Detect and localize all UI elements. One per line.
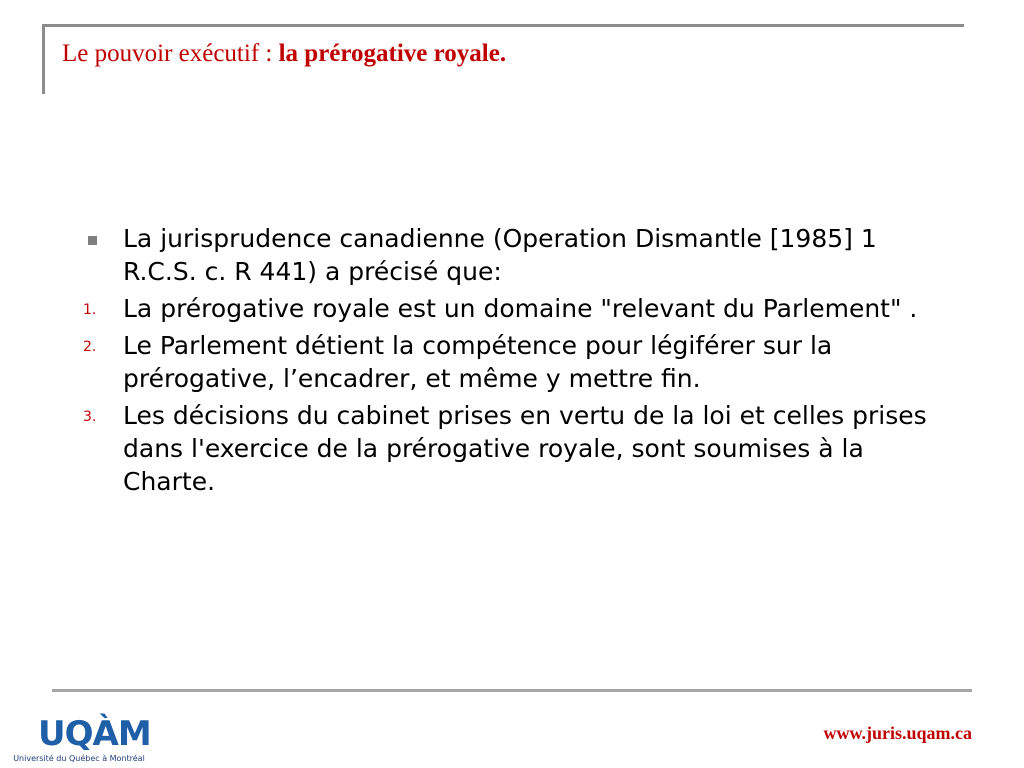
item-number-2: 2. (83, 339, 97, 355)
footer-divider (52, 689, 972, 692)
logo-subtitle: Université du Québec à Montréal (13, 754, 145, 763)
item-number-1: 1. (83, 302, 97, 318)
title-prefix: Le pouvoir exécutif : (62, 40, 279, 67)
numbered-item-2 (80, 329, 950, 395)
item-text-1: La prérogative royale est un domaine "relevant du Parlement" . (123, 294, 918, 323)
intro-text: La jurisprudence canadienne (Operation Dismantle [1985] 1 R.C.S. c. R 441) a précisé que: (123, 224, 877, 286)
title-frame-top-line (42, 24, 964, 27)
title-bold-part: la prérogative royale. (278, 40, 507, 67)
logo-mark: UQÀM (38, 714, 151, 754)
numbered-item-1 (80, 292, 950, 325)
item-number-3: 3. (83, 409, 97, 425)
item-text-2: Le Parlement détient la compétence pour légiférer sur la prérogative, l’encadrer, et même y mettre fin. (123, 331, 833, 393)
numbered-item-3 (80, 399, 950, 498)
slide-content (80, 222, 950, 502)
uqam-logo (4, 715, 154, 765)
slide-title (62, 40, 506, 68)
website-link[interactable]: www.juris.uqam.ca (823, 723, 972, 743)
intro-bullet-item (80, 222, 950, 288)
title-frame-left-line (42, 24, 45, 94)
item-text-3: Les décisions du cabinet prises en vertu de la loi et celles prises dans l'exercice de la prérogative royale, sont soumises à la Charte. (123, 401, 927, 496)
